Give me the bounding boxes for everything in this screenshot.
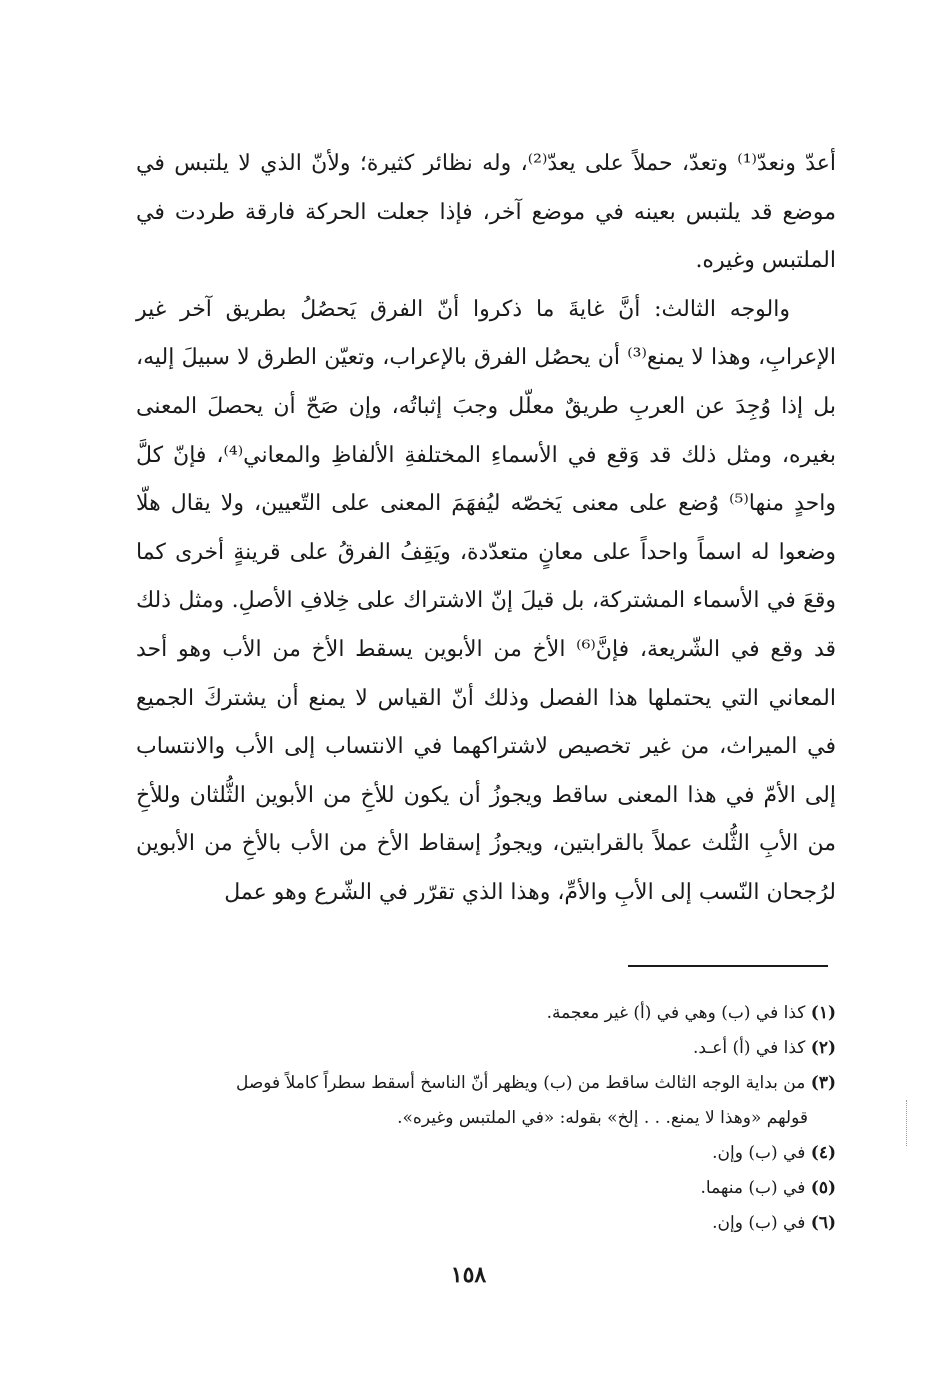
footnote-number: (٦) — [810, 1213, 836, 1233]
footnote-text: قولهم «وهذا لا يمنع. . . إلخ» بقوله: «في الملتبس وغيره». — [397, 1108, 808, 1128]
footnote-text: في (ب) وإن. — [712, 1213, 806, 1233]
paragraph-1: أعدّ ونعدّ⁽¹⁾ وتعدّ، حملاً على يعدّ⁽²⁾، وله نظائر كثيرة؛ ولأنّ الذي لا يلتبس في موضع قد يلتبس بعينه في موضع آخر، فإذا جعلت الحركة فارقة طردت في الملتبس وغيره. — [136, 151, 836, 274]
footnote-3 — [136, 1066, 836, 1101]
footnote-6 — [136, 1206, 836, 1241]
footnote-number: (٥) — [810, 1178, 836, 1198]
footnote-number: (٢) — [810, 1038, 836, 1058]
footnote-text: في (ب) منهما. — [700, 1178, 806, 1198]
footnote-number: (٤) — [810, 1143, 836, 1163]
footnote-text: كذا في (ب) وهي في (أ) غير معجمة. — [546, 1003, 806, 1023]
footnote-text: في (ب) وإن. — [712, 1143, 806, 1163]
footnote-number: (٣) — [810, 1073, 836, 1093]
paragraph-2: والوجه الثالث: أنَّ غايةَ ما ذكروا أنّ الفرق يَحصُلُ بطريق آخر غير الإعرابِ، وهذا لا يمنع⁽³⁾ أن يحصُل الفرق بالإعراب، وتعيّن الطرق لا سبيلَ إليه، بل إذا وُجِدَ عن العربِ طريقٌ معلّل وجبَ إثباتُه، وإن صَحّ أن يحصلَ المعنى بغيره، ومثل ذلك قد وَقع في الأسماءِ المختلفةِ الألفاظِ والمعاني⁽⁴⁾، فإنّ كلَّ واحدٍ منها⁽⁵⁾ وُضع على معنى يَخصّه ليُفهَمَ المعنى على التّعيين، ولا يقال هلّا وضعوا له اسماً واحداً على معانٍ متعدّدة، ويَقِفُ الفرقُ على قرينةٍ أخرى كما وقعَ في الأسماء المشتركة، بل قيلَ إنّ الاشتراك على خِلافِ الأصلِ. ومثل ذلك قد وقع في الشّريعة، فإنَّ⁽⁶⁾ الأخ من الأبوين يسقط الأخ من الأب وهو أحد المعاني التي يحتملها هذا الفصل وذلك أنّ القياس لا يمنع أن يشتركَ الجميع في الميراث، من غير تخصيص لاشتراكهما في الانتساب إلى الأب والانتساب إلى الأمّ في هذا المعنى ساقط ويجوزُ أن يكون للأخِ من الأبوين الثُّلثان وللأخِ من الأبِ الثُّلث عملاً بالقرابتين، ويجوزُ إسقاط الأخ من الأب بالأخِ من الأبوين لرُجحان النّسب إلى الأبِ والأمِّ، وهذا الذي تقرّر في الشّرع وهو عمل — [136, 296, 837, 905]
footnote-text: كذا في (أ) أعـد. — [692, 1038, 806, 1058]
footnote-3-continued — [136, 1101, 836, 1136]
margin-marks — [900, 1100, 907, 1146]
footnote-5 — [136, 1171, 836, 1206]
footnote-divider — [628, 965, 828, 967]
footnote-text: من بداية الوجه الثالث ساقط من (ب) ويظهر أنّ الناسخ أسقط سطراً كاملاً فوصل — [235, 1073, 806, 1093]
page-number: ١٥٨ — [450, 1262, 487, 1288]
footnote-1 — [136, 996, 836, 1031]
footnote-number: (١) — [810, 1003, 836, 1023]
footnotes — [136, 996, 836, 1241]
footnote-4 — [136, 1136, 836, 1171]
footnote-2 — [136, 1031, 836, 1066]
main-text — [136, 140, 836, 918]
